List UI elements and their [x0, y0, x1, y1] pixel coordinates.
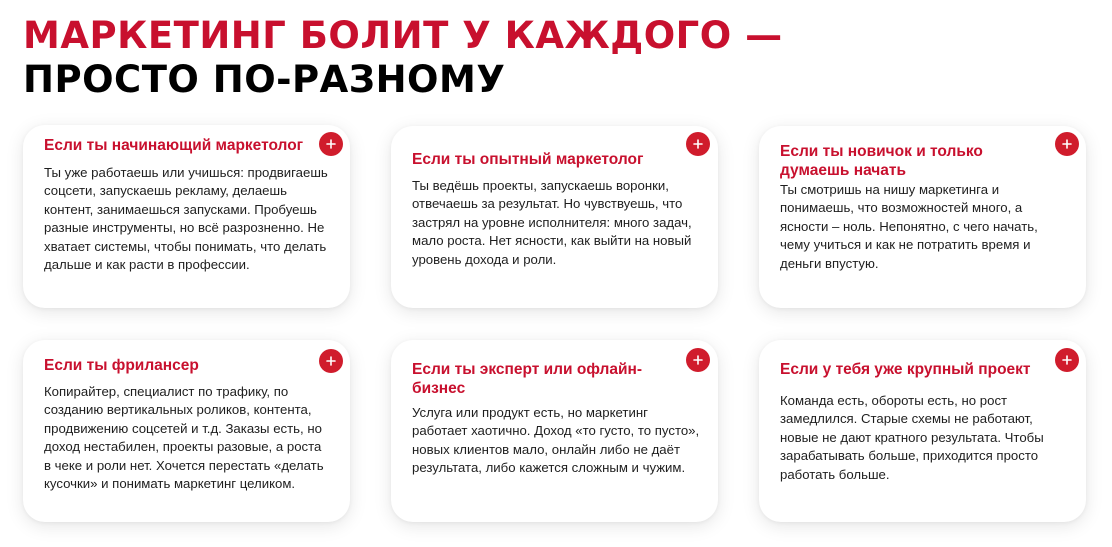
card-text: Услуга или продукт есть, но маркетинг работает хаотично. Доход «то густо, то пусто», новых клиентов мало, онлайн либо не даёт результата, либо кажется сложным и чужим. — [412, 405, 700, 476]
headline-line-2: ПРОСТО ПО-РАЗНОМУ — [23, 58, 506, 101]
card-title: Если ты опытный маркетолог — [412, 151, 644, 168]
headline-line-1: МАРКЕТИНГ БОЛИТ У КАЖДОГО — — [23, 14, 783, 57]
expand-button[interactable] — [686, 348, 710, 372]
card-title: Если ты начинающий маркетолог — [44, 137, 304, 154]
expand-button[interactable] — [686, 132, 710, 156]
expand-button[interactable] — [1055, 348, 1079, 372]
card-title: Если у тебя уже крупный проект — [780, 361, 1031, 378]
expand-button[interactable] — [319, 349, 343, 373]
card-beginner-marketer — [23, 125, 350, 308]
card-large-project — [759, 340, 1086, 522]
card-title: Если ты эксперт или офлайн-бизнес — [412, 361, 643, 397]
plus-icon — [326, 356, 336, 366]
card-text: Ты смотришь на нишу маркетинга и понимаешь, что возможностей много, а ясности – ноль. Непонятно, с чего начать, чему учиться и как не потратить время и деньги впустую. — [780, 182, 1038, 271]
card-title: Если ты новичок и только думаешь начать — [780, 143, 983, 179]
expand-button[interactable] — [1055, 132, 1079, 156]
card-experienced-marketer — [391, 126, 718, 308]
plus-icon — [1062, 139, 1072, 149]
plus-icon — [693, 355, 703, 365]
card-freelancer — [23, 340, 350, 522]
card-text: Команда есть, обороты есть, но рост замедлился. Старые схемы не работают, новые не дают кратного результата. Чтобы зарабатывать больше, приходится просто работать больше. — [780, 393, 1044, 482]
plus-icon — [1062, 355, 1072, 365]
plus-icon — [326, 139, 336, 149]
expand-button[interactable] — [319, 132, 343, 156]
card-text: Ты уже работаешь или учишься: продвигаешь соцсети, запускаешь рекламу, делаешь контент, занимаешься запусками. Пробуешь разные инструменты, но всё разрозненно. Не хватает системы, чтобы понимать, что делать дальше и как расти в профессии. — [44, 165, 328, 273]
page-headline — [23, 14, 783, 102]
card-newcomer — [759, 126, 1086, 308]
card-text: Копирайтер, специалист по трафику, по созданию вертикальных роликов, контента, продвижению соцсетей и т.д. Заказы есть, но доход нестабилен, проекты разовые, а роста в чеке и роли нет. Хочется перестать «делать кусочки» и понимать маркетинг целиком. — [44, 384, 324, 492]
card-title: Если ты фрилансер — [44, 357, 199, 374]
card-text: Ты ведёшь проекты, запускаешь воронки, отвечаешь за результат. Но чувствуешь, что застрял на уровне исполнителя: много задач, мало роста. Нет ясности, как выйти на новый уровень дохода и роли. — [412, 178, 692, 267]
card-expert-offline-business — [391, 340, 718, 522]
plus-icon — [693, 139, 703, 149]
